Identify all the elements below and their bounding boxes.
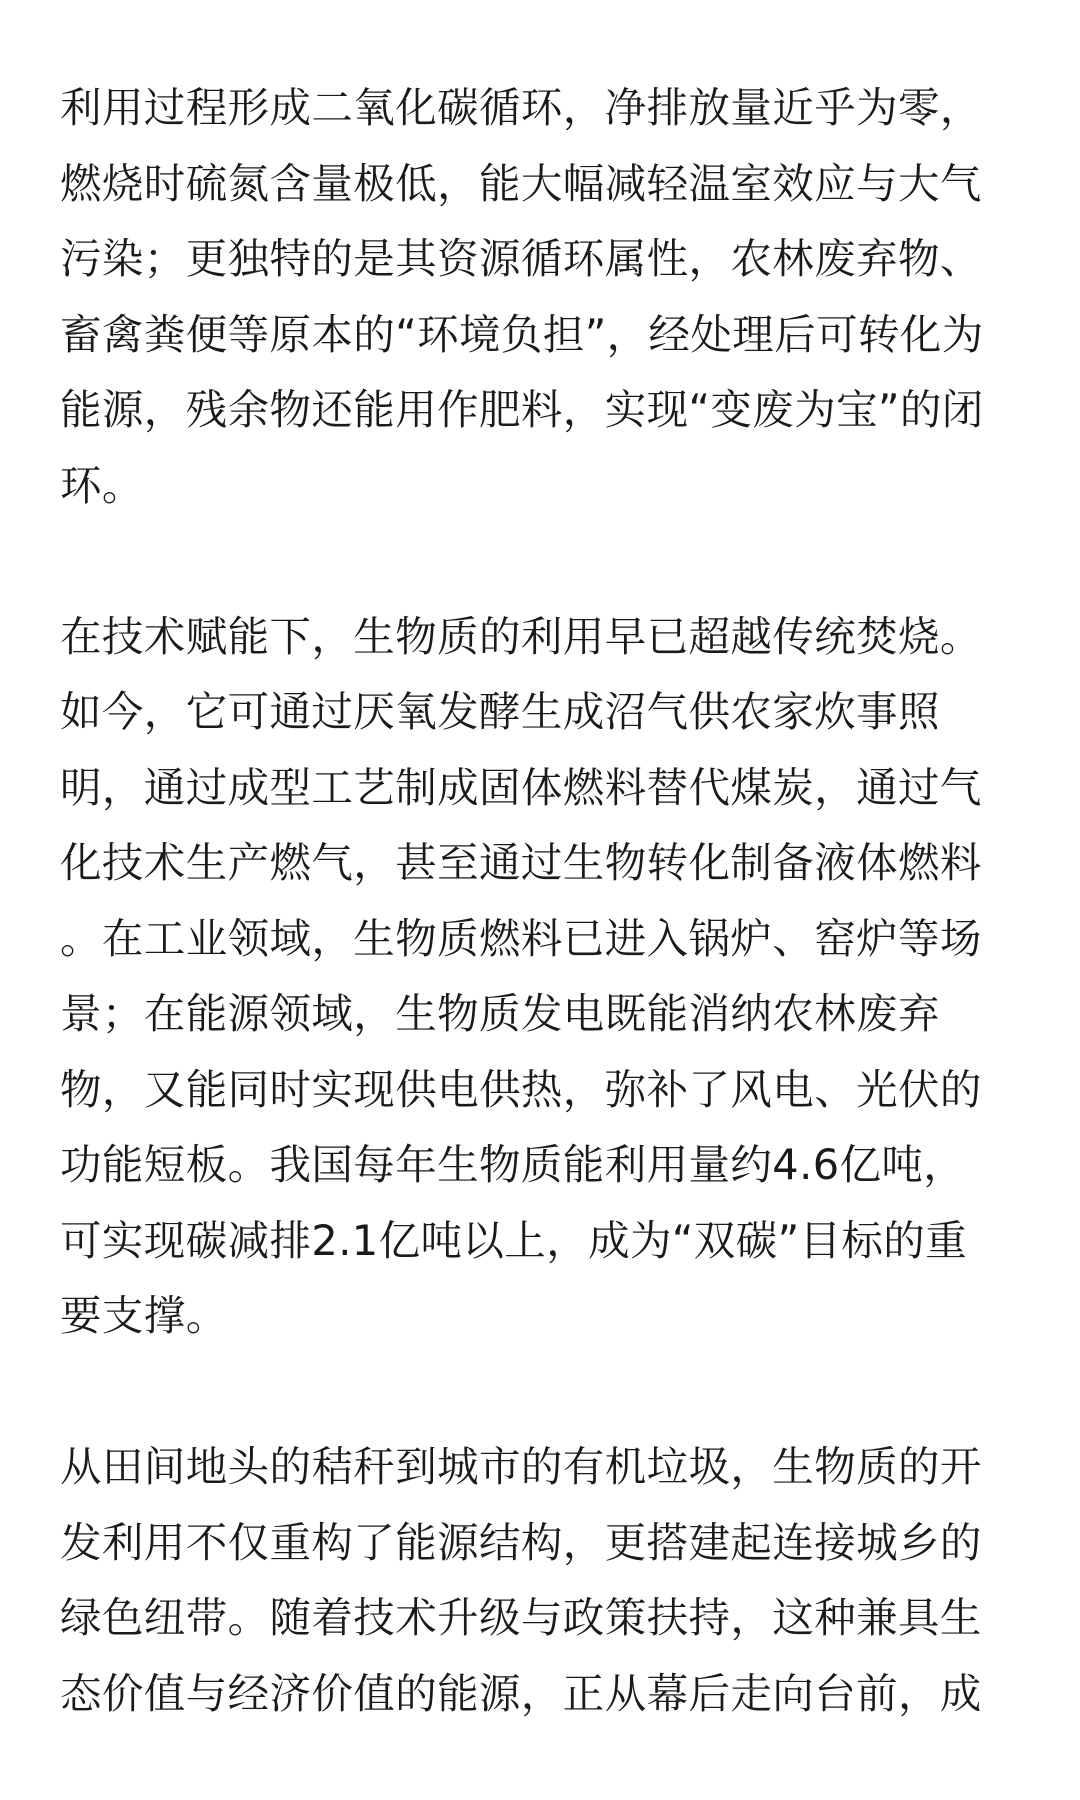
text-line: 利用过程形成二氧化碳循环，净排放量近乎为零，	[60, 83, 982, 132]
text-line: 如今，它可通过厌氧发酵生成沼气供农家炊事照	[60, 687, 940, 736]
paragraph-1	[60, 70, 1030, 523]
text-line: 态价值与经济价值的能源，正从幕后走向台前，成	[60, 1668, 982, 1718]
text-line: 发利用不仅重构了能源结构，更搭建起连接城乡的	[60, 1517, 982, 1567]
text-line: 燃烧时硫氮含量极低，能大幅减轻温室效应与大气	[60, 158, 982, 208]
text-line: 景；在能源领域，生物质发电既能消纳农林废弃	[60, 989, 940, 1038]
text-line: 畜禽粪便等原本的“环境负担”，经处理后可转化为	[60, 309, 984, 359]
text-line: 能源，残余物还能用作肥料，实现“变废为宝”的闭	[60, 385, 984, 434]
text-line: 在技术赋能下，生物质的利用早已超越传统焚烧。	[60, 611, 982, 661]
paragraph-3	[60, 1429, 1030, 1731]
text-line: 环。	[60, 460, 144, 510]
paragraph-2	[60, 599, 1030, 1354]
text-line: 从田间地头的秸秆到城市的有机垃圾，生物质的开	[60, 1442, 982, 1491]
text-line: 功能短板。我国每年生物质能利用量约4.6亿吨，	[60, 1140, 966, 1189]
text-line: 化技术生产燃气，甚至通过生物转化制备液体燃料	[60, 838, 982, 887]
paragraph-spacer	[60, 523, 1030, 599]
text-line: 可实现碳减排2.1亿吨以上，成为“双碳”目标的重	[60, 1215, 968, 1265]
text-line: 要支撑。	[60, 1291, 228, 1340]
text-line: 污染；更独特的是其资源循环属性，农林废弃物、	[60, 234, 982, 283]
text-line: 物，又能同时实现供电供热，弥补了风电、光伏的	[60, 1064, 982, 1114]
text-line: 。在工业领域，生物质燃料已进入锅炉、窑炉等场	[60, 913, 982, 963]
paragraph-spacer	[60, 1354, 1030, 1430]
text-line: 明，通过成型工艺制成固体燃料替代煤炭，通过气	[60, 762, 982, 812]
text-line: 绿色纽带。随着技术升级与政策扶持，这种兼具生	[60, 1593, 982, 1642]
article-body	[60, 70, 1030, 1731]
